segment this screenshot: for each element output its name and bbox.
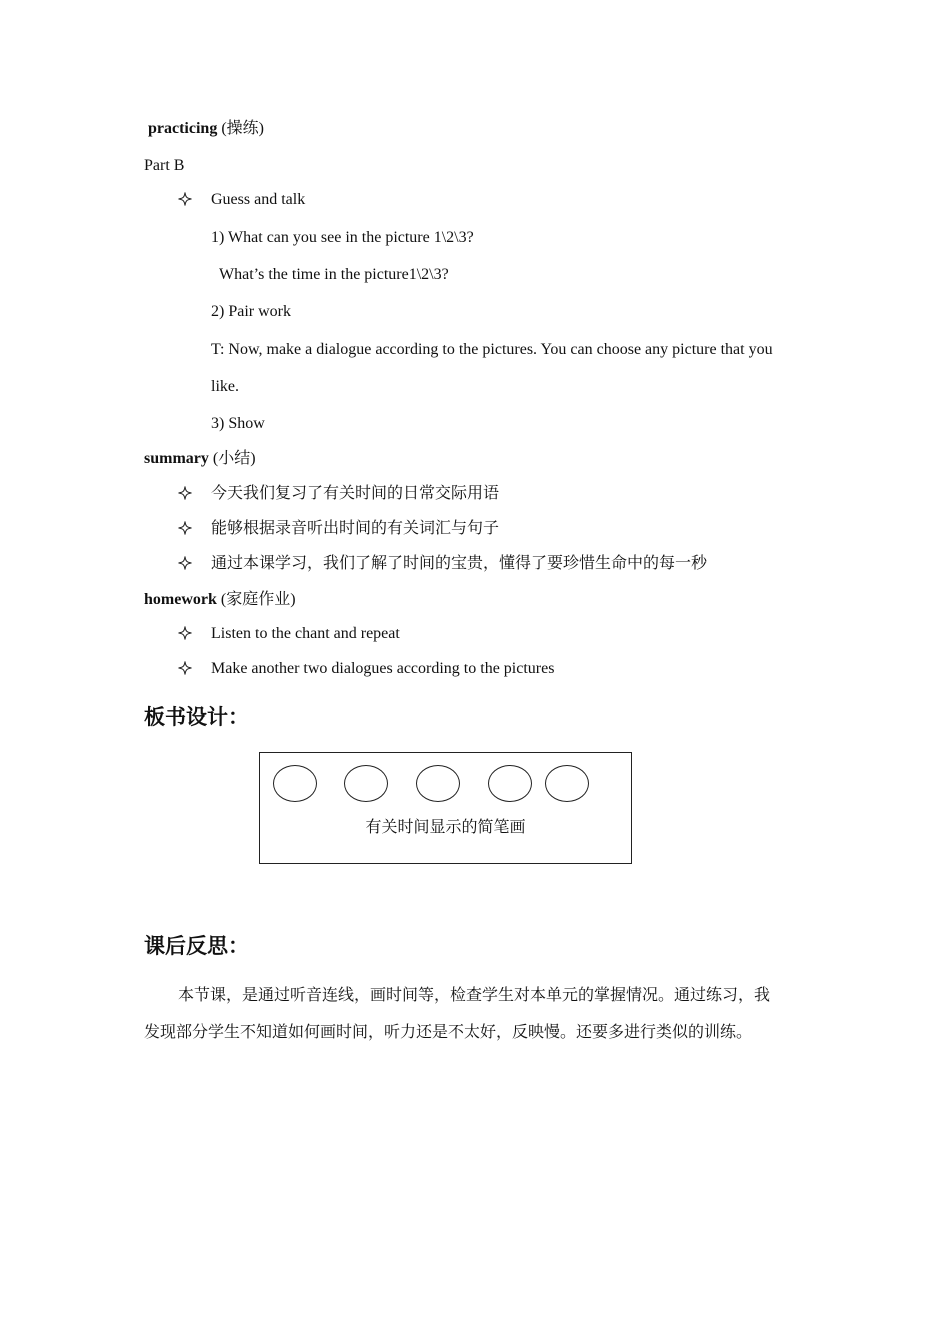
homework-item: Make another two dialogues according to the pictures: [211, 660, 555, 677]
summary-heading-en: summary: [144, 450, 209, 467]
board-design-heading: 板书设计：: [144, 705, 249, 729]
board-design-box: [259, 752, 632, 864]
star-bullet-icon: [178, 486, 192, 500]
star-bullet-icon: [178, 521, 192, 535]
homework-heading-en: homework: [144, 591, 217, 608]
reflection-line: 本节课，是通过听音连线，画时间等，检查学生对本单元的掌握情况。通过练习，我: [178, 987, 771, 1004]
star-bullet-icon: [178, 556, 192, 570]
practicing-heading: [148, 119, 264, 139]
summary-item: 能够根据录音听出时间的有关词汇与句子: [211, 520, 500, 537]
summary-heading: [144, 449, 256, 469]
practicing-heading-cn: (操练): [217, 120, 264, 137]
practicing-heading-en: practicing: [148, 120, 218, 137]
summary-item: 通过本课学习，我们了解了时间的宝贵，懂得了要珍惜生命中的每一秒: [211, 555, 708, 572]
clock-circle-icon: [416, 765, 460, 802]
star-bullet-icon: [178, 661, 192, 675]
reflection-line: 发现部分学生不知道如何画时间，听力还是不太好，反映慢。还要多进行类似的训练。: [144, 1024, 753, 1041]
homework-heading: [144, 590, 296, 610]
guess-talk-line: What’s the time in the picture1\2\3?: [219, 266, 449, 283]
star-bullet-icon: [178, 626, 192, 640]
homework-heading-cn: (家庭作业): [216, 591, 296, 608]
star-bullet-icon: [178, 192, 192, 206]
clock-circle-icon: [488, 765, 532, 802]
guess-talk-line: 2) Pair work: [211, 303, 291, 320]
part-b-label: Part B: [144, 157, 185, 174]
clock-circle-icon: [344, 765, 388, 802]
guess-talk-line: 3) Show: [211, 415, 265, 432]
homework-item: Listen to the chant and repeat: [211, 625, 400, 642]
clock-circle-icon: [273, 765, 317, 802]
clock-circle-icon: [545, 765, 589, 802]
guess-talk-bullet: Guess and talk: [211, 191, 306, 208]
guess-talk-line: T: Now, make a dialogue according to the pictures. You can choose any picture that you: [211, 341, 773, 358]
summary-item: 今天我们复习了有关时间的日常交际用语: [211, 485, 500, 502]
guess-talk-line: 1) What can you see in the picture 1\2\3?: [211, 229, 474, 246]
guess-talk-line: like.: [211, 378, 239, 395]
board-caption: 有关时间显示的简笔画: [365, 819, 526, 836]
summary-heading-cn: (小结): [208, 450, 256, 467]
reflection-heading: 课后反思：: [144, 934, 249, 958]
